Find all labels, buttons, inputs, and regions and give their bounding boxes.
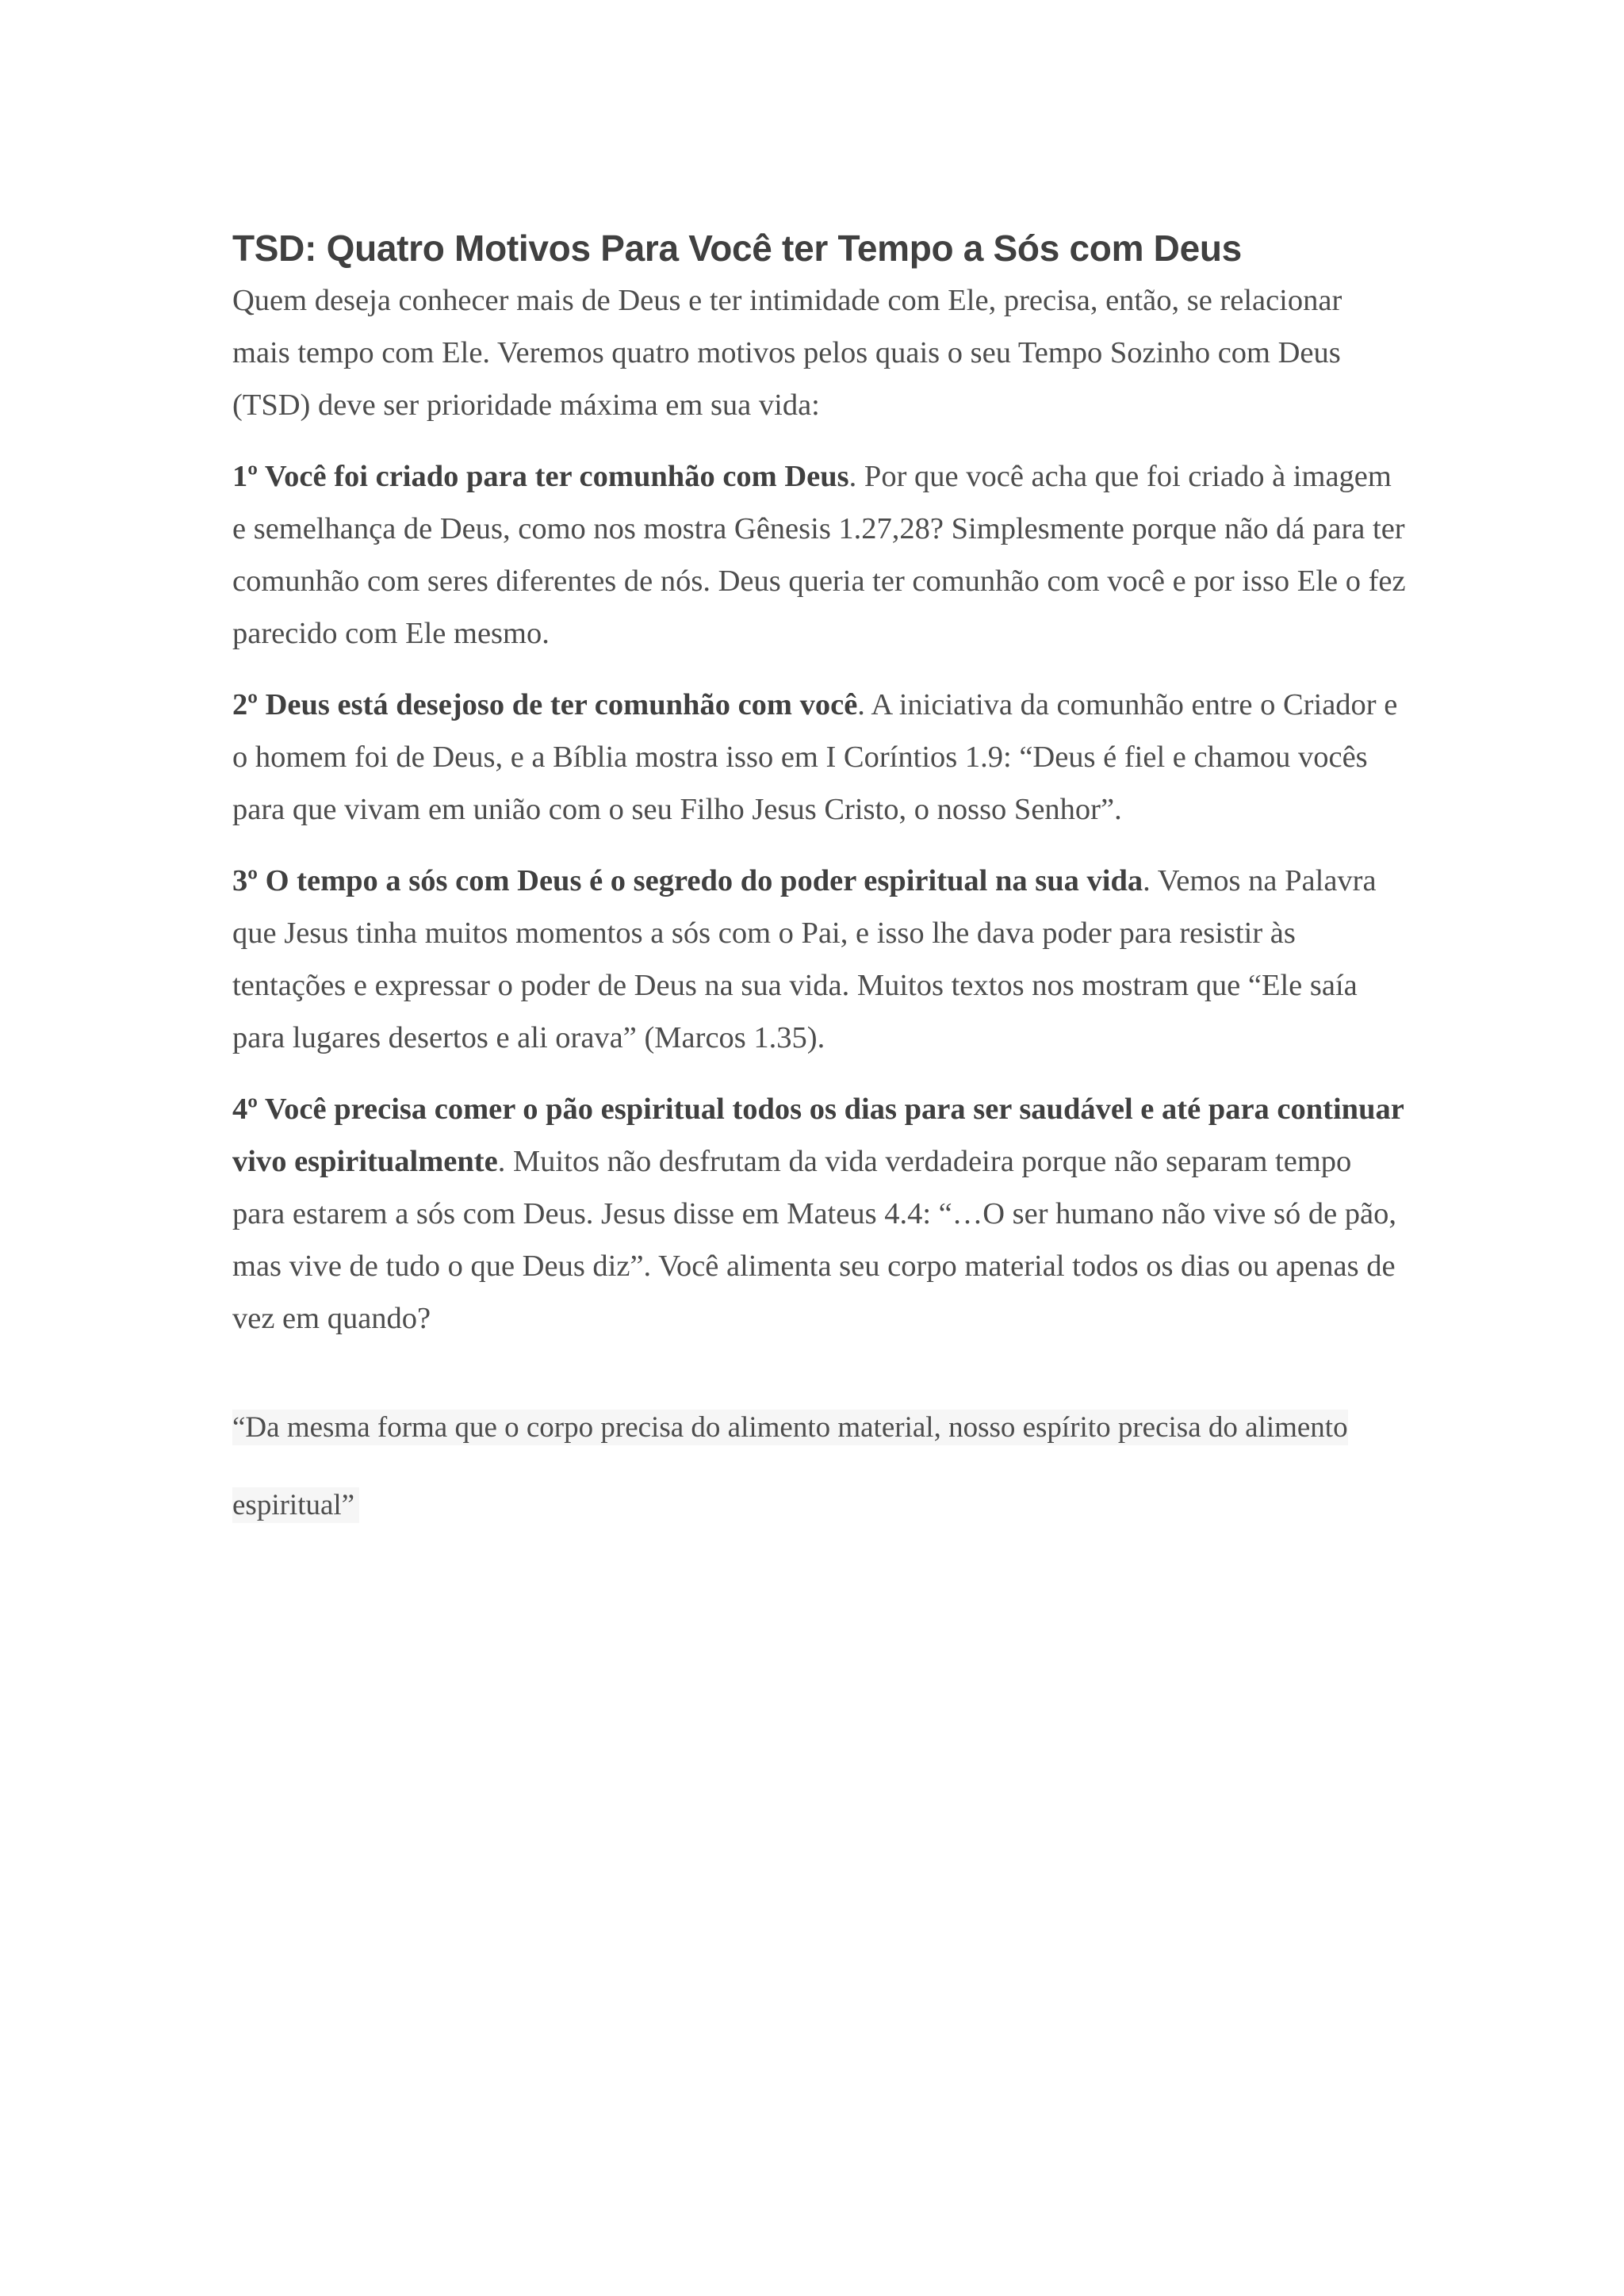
- motive-text-1: . Por que você acha que foi criado à imagem e semelhança de Deus, como nos mostra Gênesis 1.27,28? Simplesmente porque não dá para ter comunhão com seres diferentes de nós. Deus queria ter comunhão com você e por isso Ele o fez parecido com Ele mesmo.: [232, 460, 1406, 650]
- motive-paragraph-3: [232, 855, 1406, 1064]
- intro-paragraph: Quem deseja conhecer mais de Deus e ter intimidade com Ele, precisa, então, se relacionar mais tempo com Ele. Veremos quatro motivos pelos quais o seu Tempo Sozinho com Deus (TSD) deve ser prioridade máxima em sua vida:: [232, 284, 1342, 422]
- motive-text-4: . Muitos não desfrutam da vida verdadeira porque não separam tempo para estarem a sós com Deus. Jesus disse em Mateus 4.4: “…O ser humano não vive só de pão, mas vive de tudo o que Deus diz”. Você alimenta seu corpo material todos os dias ou apenas de vez em quando?: [232, 1145, 1397, 1335]
- motive-heading-1: 1º Você foi criado para ter comunhão com Deus: [232, 460, 849, 493]
- motive-heading-4: 4º Você precisa comer o pão espiritual todos os dias para ser saudável e até para continuar vivo espiritualmente: [232, 1093, 1404, 1178]
- document-body: [232, 224, 1406, 1544]
- motive-text-3: . Vemos na Palavra que Jesus tinha muitos momentos a sós com o Pai, e isso lhe dava poder para resistir às tentações e expressar o poder de Deus na sua vida. Muitos textos nos mostram que “Ele saía para lugares desertos e ali orava” (Marcos 1.35).: [232, 864, 1377, 1054]
- motive-heading-2: 2º Deus está desejoso de ter comunhão com você: [232, 688, 858, 721]
- closing-quote: “Da mesma forma que o corpo precisa do alimento material, nosso espírito precisa do alimento espiritual”: [232, 1411, 1348, 1521]
- closing-quote-block: [232, 1389, 1406, 1544]
- motive-paragraph-1: [232, 450, 1406, 660]
- document-title: TSD: Quatro Motivos Para Você ter Tempo a Sós com Deus: [232, 228, 1242, 269]
- motive-text-2: . A iniciativa da comunhão entre o Criador e o homem foi de Deus, e a Bíblia mostra isso em I Coríntios 1.9: “Deus é fiel e chamou vocês para que vivam em união com o seu Filho Jesus Cristo, o nosso Senhor”.: [232, 688, 1398, 826]
- motive-paragraph-2: [232, 679, 1406, 836]
- motive-heading-3: 3º O tempo a sós com Deus é o segredo do poder espiritual na sua vida: [232, 864, 1143, 897]
- motive-paragraph-4: [232, 1083, 1406, 1345]
